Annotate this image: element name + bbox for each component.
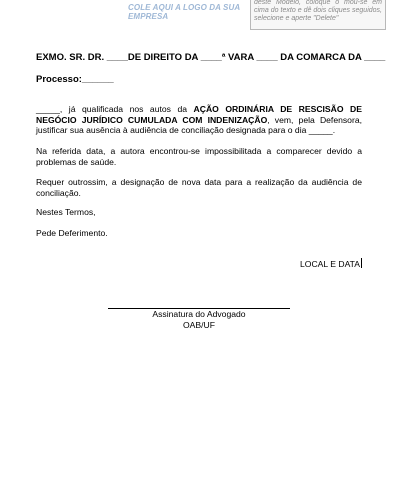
- local-date-text: LOCAL E DATA: [300, 259, 361, 269]
- paragraph-suffix: , vem, pela Defensora, justificar sua ausência à audiência de conciliação designada para o dia _____.: [36, 114, 362, 136]
- paragraph-prefix: _____, já qualificada nos autos da: [36, 104, 194, 114]
- closing-request: Pede Deferimento.: [36, 228, 108, 238]
- paragraph-request: Requer outrossim, a designação de nova data para a realização da audiência de conciliação.: [36, 177, 362, 198]
- action-name: AÇÃO ORDINÁRIA DE RESCISÃO DE NEGÓCIO JURÍDICO CUMULADA COM INDENIZAÇÃO: [36, 104, 362, 125]
- oab-label: OAB/UF: [183, 320, 215, 330]
- local-date[interactable]: [300, 258, 362, 269]
- closing-terms: Nestes Termos,: [36, 207, 96, 217]
- paragraph-justification: [36, 104, 362, 136]
- process-number: Processo:______: [36, 74, 114, 85]
- signature-label: Assinatura do Advogado: [152, 309, 246, 319]
- logo-placeholder: COLE AQUI A LOGO DA SUA EMPRESA: [128, 3, 240, 21]
- paragraph-reason: Na referida data, a autora encontrou-se impossibilitada a comparecer devido a problemas de saúde.: [36, 146, 362, 167]
- instruction-note: deste Modelo, coloque o mou-se em cima do texto e dê dois cliques seguidos, selecione e aperte "Delete": [250, 0, 386, 30]
- text-cursor: [361, 258, 362, 268]
- document-heading: EXMO. SR. DR. ____DE DIREITO DA ____ª VARA ____ DA COMARCA DA ____: [36, 52, 386, 63]
